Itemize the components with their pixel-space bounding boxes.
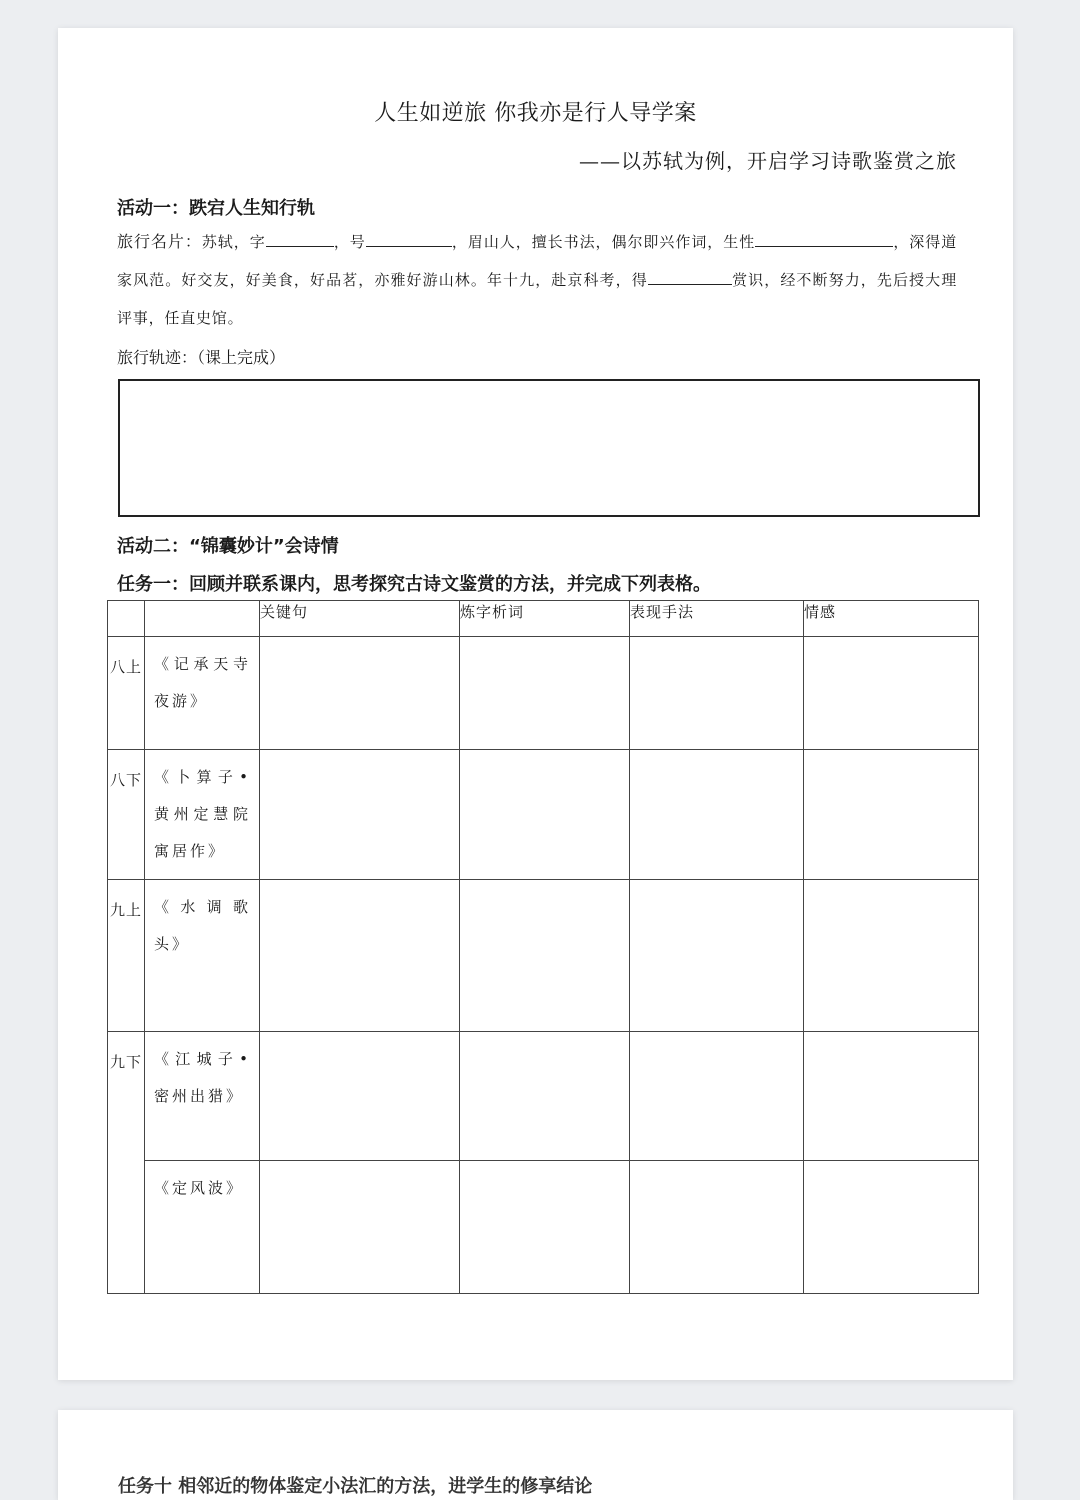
header-empty-grade [108, 601, 145, 637]
blank-patron[interactable] [648, 268, 732, 285]
table-header-row [108, 601, 979, 637]
task-1-heading: 任务一：回顾并联系课内，思考探究古诗文鉴赏的方法，并完成下列表格。 [117, 574, 711, 595]
technique-cell[interactable] [630, 1032, 804, 1161]
activity-1-heading: 活动一：跌宕人生知行轨 [117, 198, 315, 219]
table-row [108, 637, 979, 750]
grade-cell: 九下 [108, 1032, 145, 1294]
poem-cell: 《定风波》 [145, 1161, 260, 1294]
travel-card-label: 旅行名片： [117, 232, 202, 251]
blank-art-name[interactable] [366, 230, 452, 247]
word-analysis-cell[interactable] [460, 750, 630, 880]
document-subtitle: ——以苏轼为例，开启学习诗歌鉴赏之旅 [579, 149, 957, 173]
word-analysis-cell[interactable] [460, 1032, 630, 1161]
document-page-2 [58, 1410, 1013, 1500]
header-key-sentence: 关键句 [260, 601, 460, 637]
emotion-cell[interactable] [804, 637, 979, 750]
technique-cell[interactable] [630, 880, 804, 1032]
header-emotion: 情感 [804, 601, 979, 637]
card-text-2: ，号 [333, 233, 366, 251]
activity-2-heading: 活动二：“锦囊妙计”会诗情 [117, 536, 339, 557]
table-row [108, 880, 979, 1032]
card-text-3: ，眉山人，擅长书法，偶尔即兴作词，生性 [451, 233, 756, 251]
poem-cell: 《记承天寺夜游》 [145, 637, 260, 750]
blank-temperament[interactable] [755, 230, 893, 247]
grade-cell: 八上 [108, 637, 145, 750]
key-sentence-cell[interactable] [260, 1032, 460, 1161]
next-page-partial-text: 任务十 相邻近的物体鉴定小法汇的方法，进学生的修享结论 [118, 1476, 593, 1497]
emotion-cell[interactable] [804, 1032, 979, 1161]
emotion-cell[interactable] [804, 1161, 979, 1294]
poem-analysis-table [107, 600, 979, 1294]
word-analysis-cell[interactable] [460, 1161, 630, 1294]
poem-cell: 《卜算子•黄州定慧院寓居作》 [145, 750, 260, 880]
key-sentence-cell[interactable] [260, 1161, 460, 1294]
card-text-1: 苏轼，字 [201, 233, 266, 251]
blank-courtesy-name[interactable] [266, 230, 334, 247]
document-title: 人生如逆旅 你我亦是行人导学案 [374, 101, 697, 126]
document-page-1 [58, 28, 1013, 1380]
key-sentence-cell[interactable] [260, 750, 460, 880]
poem-cell: 《水调歌头》 [145, 880, 260, 1032]
grade-cell: 九上 [108, 880, 145, 1032]
header-technique: 表现手法 [630, 601, 804, 637]
poem-cell: 《江城子•密州出猎》 [145, 1032, 260, 1161]
card-text-5: 赏识，经不断努力，先后授大理评事，任直史馆。 [117, 271, 958, 327]
travel-card-paragraph [117, 223, 957, 337]
header-empty-poem [145, 601, 260, 637]
table-row [108, 1161, 979, 1294]
card-text-4: ，深得道家风范。好交友，好美食，好品茗，亦雅好游山林。年十九，赴京科考，得 [117, 233, 957, 289]
travel-track-note: （课上完成） [197, 348, 286, 367]
key-sentence-cell[interactable] [260, 880, 460, 1032]
travel-track-label: 旅行轨迹： [117, 348, 198, 367]
technique-cell[interactable] [630, 1161, 804, 1294]
travel-track-line [117, 345, 285, 368]
key-sentence-cell[interactable] [260, 637, 460, 750]
word-analysis-cell[interactable] [460, 637, 630, 750]
emotion-cell[interactable] [804, 750, 979, 880]
technique-cell[interactable] [630, 750, 804, 880]
word-analysis-cell[interactable] [460, 880, 630, 1032]
table-row [108, 750, 979, 880]
header-word-analysis: 炼字析词 [460, 601, 630, 637]
emotion-cell[interactable] [804, 880, 979, 1032]
technique-cell[interactable] [630, 637, 804, 750]
travel-track-box[interactable] [118, 379, 980, 517]
table-row [108, 1032, 979, 1161]
grade-cell: 八下 [108, 750, 145, 880]
